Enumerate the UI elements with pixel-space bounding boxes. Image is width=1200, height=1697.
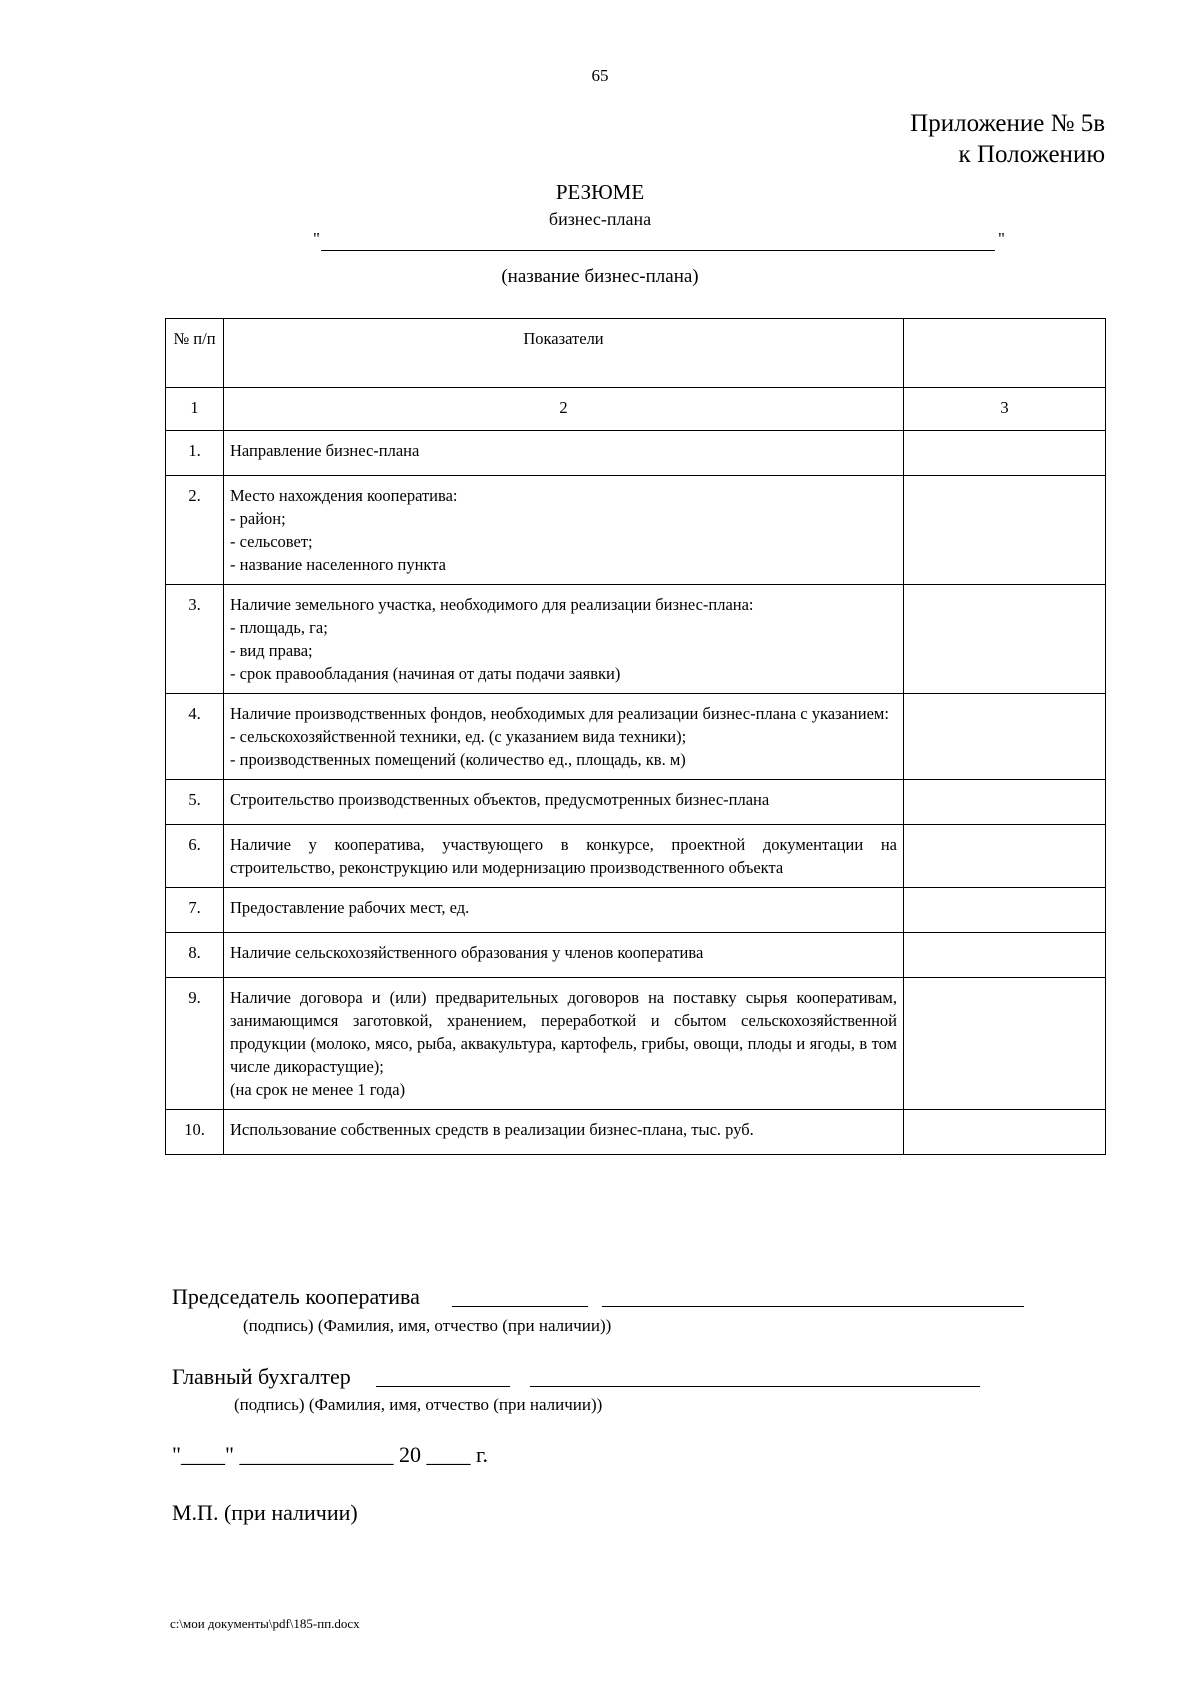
indicator-line: (на срок не менее 1 года): [230, 1080, 406, 1099]
document-title: РЕЗЮМЕ: [555, 180, 645, 204]
indicator-line: - срок правообладания (начиная от даты подачи заявки): [230, 664, 621, 683]
appendix-line-2: к Положению: [958, 141, 1105, 168]
chairman-signature-line: [452, 1306, 588, 1307]
accountant-name-line: [530, 1386, 980, 1387]
stamp-label: М.П. (при наличии): [172, 1500, 358, 1525]
row-indicator: [224, 888, 904, 933]
row-indicator: [224, 694, 904, 780]
resume-table: [165, 318, 1106, 1155]
table-header-row: [166, 319, 1106, 388]
index-col-2: 2: [224, 388, 904, 431]
row-number: 7.: [166, 888, 224, 933]
row-indicator: [224, 1110, 904, 1155]
row-indicator: [224, 933, 904, 978]
indicator-line: - сельсовет;: [230, 532, 313, 551]
row-number: 5.: [166, 780, 224, 825]
row-number: 8.: [166, 933, 224, 978]
table-row: [166, 694, 1106, 780]
table-row: [166, 978, 1106, 1110]
row-value-cell[interactable]: [904, 825, 1106, 888]
document-subtitle: бизнес-плана: [548, 209, 652, 229]
row-value-cell[interactable]: [904, 888, 1106, 933]
indicator-line: - район;: [230, 509, 286, 528]
table-row: [166, 431, 1106, 476]
chairman-label: Председатель кооператива: [172, 1284, 420, 1309]
row-number: 10.: [166, 1110, 224, 1155]
row-value-cell[interactable]: [904, 585, 1106, 694]
accountant-label: Главный бухгалтер: [172, 1364, 351, 1389]
row-value-cell[interactable]: [904, 933, 1106, 978]
row-indicator: [224, 476, 904, 585]
table-row: [166, 476, 1106, 585]
table-row: [166, 888, 1106, 933]
table-row: [166, 825, 1106, 888]
row-value-cell[interactable]: [904, 780, 1106, 825]
date-line: "____" ______________ 20 ____ г.: [172, 1442, 489, 1467]
name-underline: [321, 250, 995, 251]
indicator-line: Направление бизнес-плана: [230, 441, 420, 460]
chairman-name-line: [602, 1306, 1024, 1307]
row-indicator: [224, 825, 904, 888]
appendix-line-1: Приложение № 5в: [910, 110, 1105, 137]
row-value-cell[interactable]: [904, 694, 1106, 780]
accountant-signature-line: [376, 1386, 510, 1387]
table-index-row: [166, 388, 1106, 431]
row-number: 2.: [166, 476, 224, 585]
index-col-1: 1: [166, 388, 224, 431]
indicator-line: Наличие производственных фондов, необходимых для реализации бизнес-плана с указанием:: [230, 704, 889, 723]
table-row: [166, 585, 1106, 694]
indicator-line: Место нахождения кооператива:: [230, 486, 458, 505]
table-row: [166, 780, 1106, 825]
row-indicator: [224, 780, 904, 825]
indicator-line: - производственных помещений (количество ед., площадь, кв. м): [230, 750, 686, 769]
row-number: 6.: [166, 825, 224, 888]
row-indicator: [224, 585, 904, 694]
row-number: 3.: [166, 585, 224, 694]
table-row: [166, 1110, 1106, 1155]
indicator-line: Строительство производственных объектов, предусмотренных бизнес-плана: [230, 790, 770, 809]
indicator-line: - вид права;: [230, 641, 313, 660]
indicator-line: - площадь, га;: [230, 618, 328, 637]
indicator-line: Наличие земельного участка, необходимого для реализации бизнес-плана:: [230, 595, 754, 614]
chairman-caption: (подпись) (Фамилия, имя, отчество (при наличии)): [243, 1316, 612, 1335]
row-number: 4.: [166, 694, 224, 780]
row-indicator: [224, 978, 904, 1110]
business-plan-name-blank: [313, 229, 1005, 249]
appendix-reference: [910, 108, 1105, 170]
indicator-line: Предоставление рабочих мест, ед.: [230, 898, 470, 917]
table-row: [166, 933, 1106, 978]
indicator-line: Наличие договора и (или) предварительных договоров на поставку сырья кооперативам, занимающимся заготовкой, хранением, переработкой и сбытом сельскохозяйственной продукции (молоко, мясо, рыба, аквакультура, картофель, грибы, овощи, плоды и ягоды, в том числе дикорастущие);: [230, 988, 897, 1076]
indicator-line: Наличие сельскохозяйственного образования у членов кооператива: [230, 943, 704, 962]
accountant-caption: (подпись) (Фамилия, имя, отчество (при наличии)): [234, 1395, 603, 1414]
business-plan-name-caption: (название бизнес-плана): [501, 266, 699, 287]
row-value-cell[interactable]: [904, 978, 1106, 1110]
row-value-cell[interactable]: [904, 1110, 1106, 1155]
index-col-3: 3: [904, 388, 1106, 431]
header-value: [904, 319, 1106, 388]
indicator-line: Наличие у кооператива, участвующего в конкурсе, проектной документации на строительство, реконструкцию или модернизацию производственного объекта: [230, 835, 897, 877]
quote-close: ": [998, 229, 1005, 248]
row-value-cell[interactable]: [904, 431, 1106, 476]
row-indicator: [224, 431, 904, 476]
row-number: 1.: [166, 431, 224, 476]
indicator-line: - сельскохозяйственной техники, ед. (с указанием вида техники);: [230, 727, 687, 746]
row-value-cell[interactable]: [904, 476, 1106, 585]
page-number: 65: [591, 66, 609, 85]
row-number: 9.: [166, 978, 224, 1110]
indicator-line: Использование собственных средств в реализации бизнес-плана, тыс. руб.: [230, 1120, 754, 1139]
indicator-line: - название населенного пункта: [230, 555, 446, 574]
header-indicators: Показатели: [224, 319, 904, 388]
header-num: № п/п: [166, 319, 224, 388]
footer-file-path: c:\мои документы\pdf\185-пп.docx: [170, 1616, 360, 1631]
quote-open: ": [313, 229, 320, 248]
